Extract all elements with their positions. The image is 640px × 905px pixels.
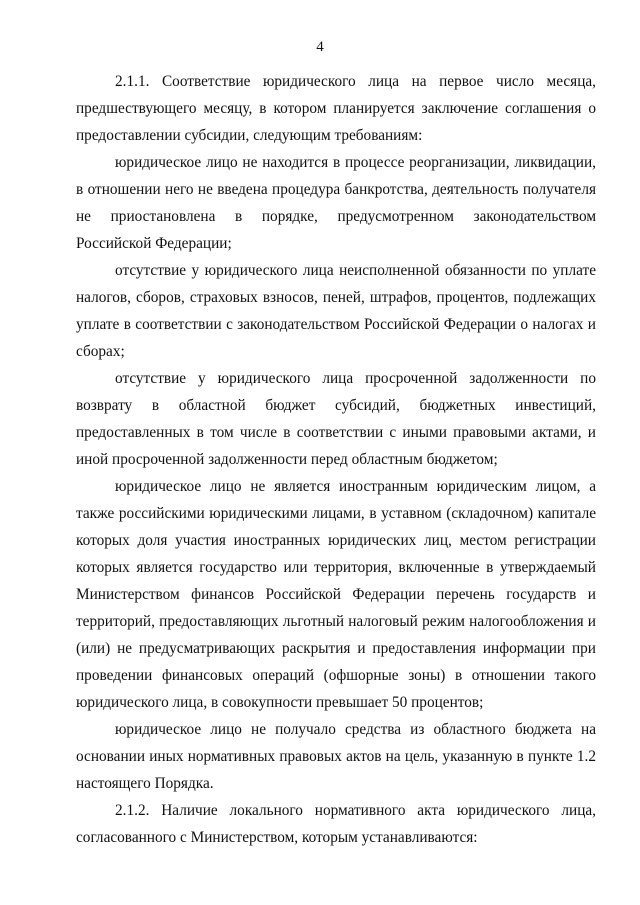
paragraph-requirement-tax-debt: отсутствие у юридического лица неисполненной обязанности по уплате налогов, сборов, страховых взносов, пеней, штрафов, процентов, подлежащих уплате в соответствии с законодательством Российской Федерации о налогах и сборах; xyxy=(76,262,596,360)
paragraph-2-1-1: 2.1.1. Соответствие юридического лица на первое число месяца, предшествующего месяцу, в котором планируется заключение соглашения о предоставлении субсидии, следующим требованиям: xyxy=(76,73,596,144)
paragraph-requirement-reorganization: юридическое лицо не находится в процессе реорганизации, ликвидации, в отношении него не введена процедура банкротства, деятельность получателя не приостановлена в порядке, предусмотренном законодательством Российской Федерации; xyxy=(76,154,596,252)
paragraph-requirement-budget-debt: отсутствие у юридического лица просроченной задолженности по возврату в областной бюджет субсидий, бюджетных инвестиций, предоставленных в том числе в соответствии с иными правовыми актами, и иной просроченной задолженности перед областным бюджетом; xyxy=(76,370,596,468)
paragraph-2-1-2: 2.1.2. Наличие локального нормативного акта юридического лица, согласованного с Министерством, которым устанавливаются: xyxy=(76,802,596,846)
document-body xyxy=(76,68,596,851)
paragraph-requirement-no-other-funds: юридическое лицо не получало средства из областного бюджета на основании иных нормативных правовых актов на цель, указанную в пункте 1.2 настоящего Порядка. xyxy=(76,721,596,792)
paragraph-requirement-foreign-entity: юридическое лицо не является иностранным юридическим лицом, а также российскими юридическими лицами, в уставном (складочном) капитале которых доля участия иностранных юридических лиц, местом регистрации которых является государство или территория, включенные в утверждаемый Министерством финансов Российской Федерации перечень государств и территорий, предоставляющих льготный налоговый режим налогообложения и (или) не предусматривающих раскрытия и предоставления информации при проведении финансовых операций (офшорные зоны) в отношении такого юридического лица, в совокупности превышает 50 процентов; xyxy=(76,478,596,711)
page-number: 4 xyxy=(316,39,324,55)
